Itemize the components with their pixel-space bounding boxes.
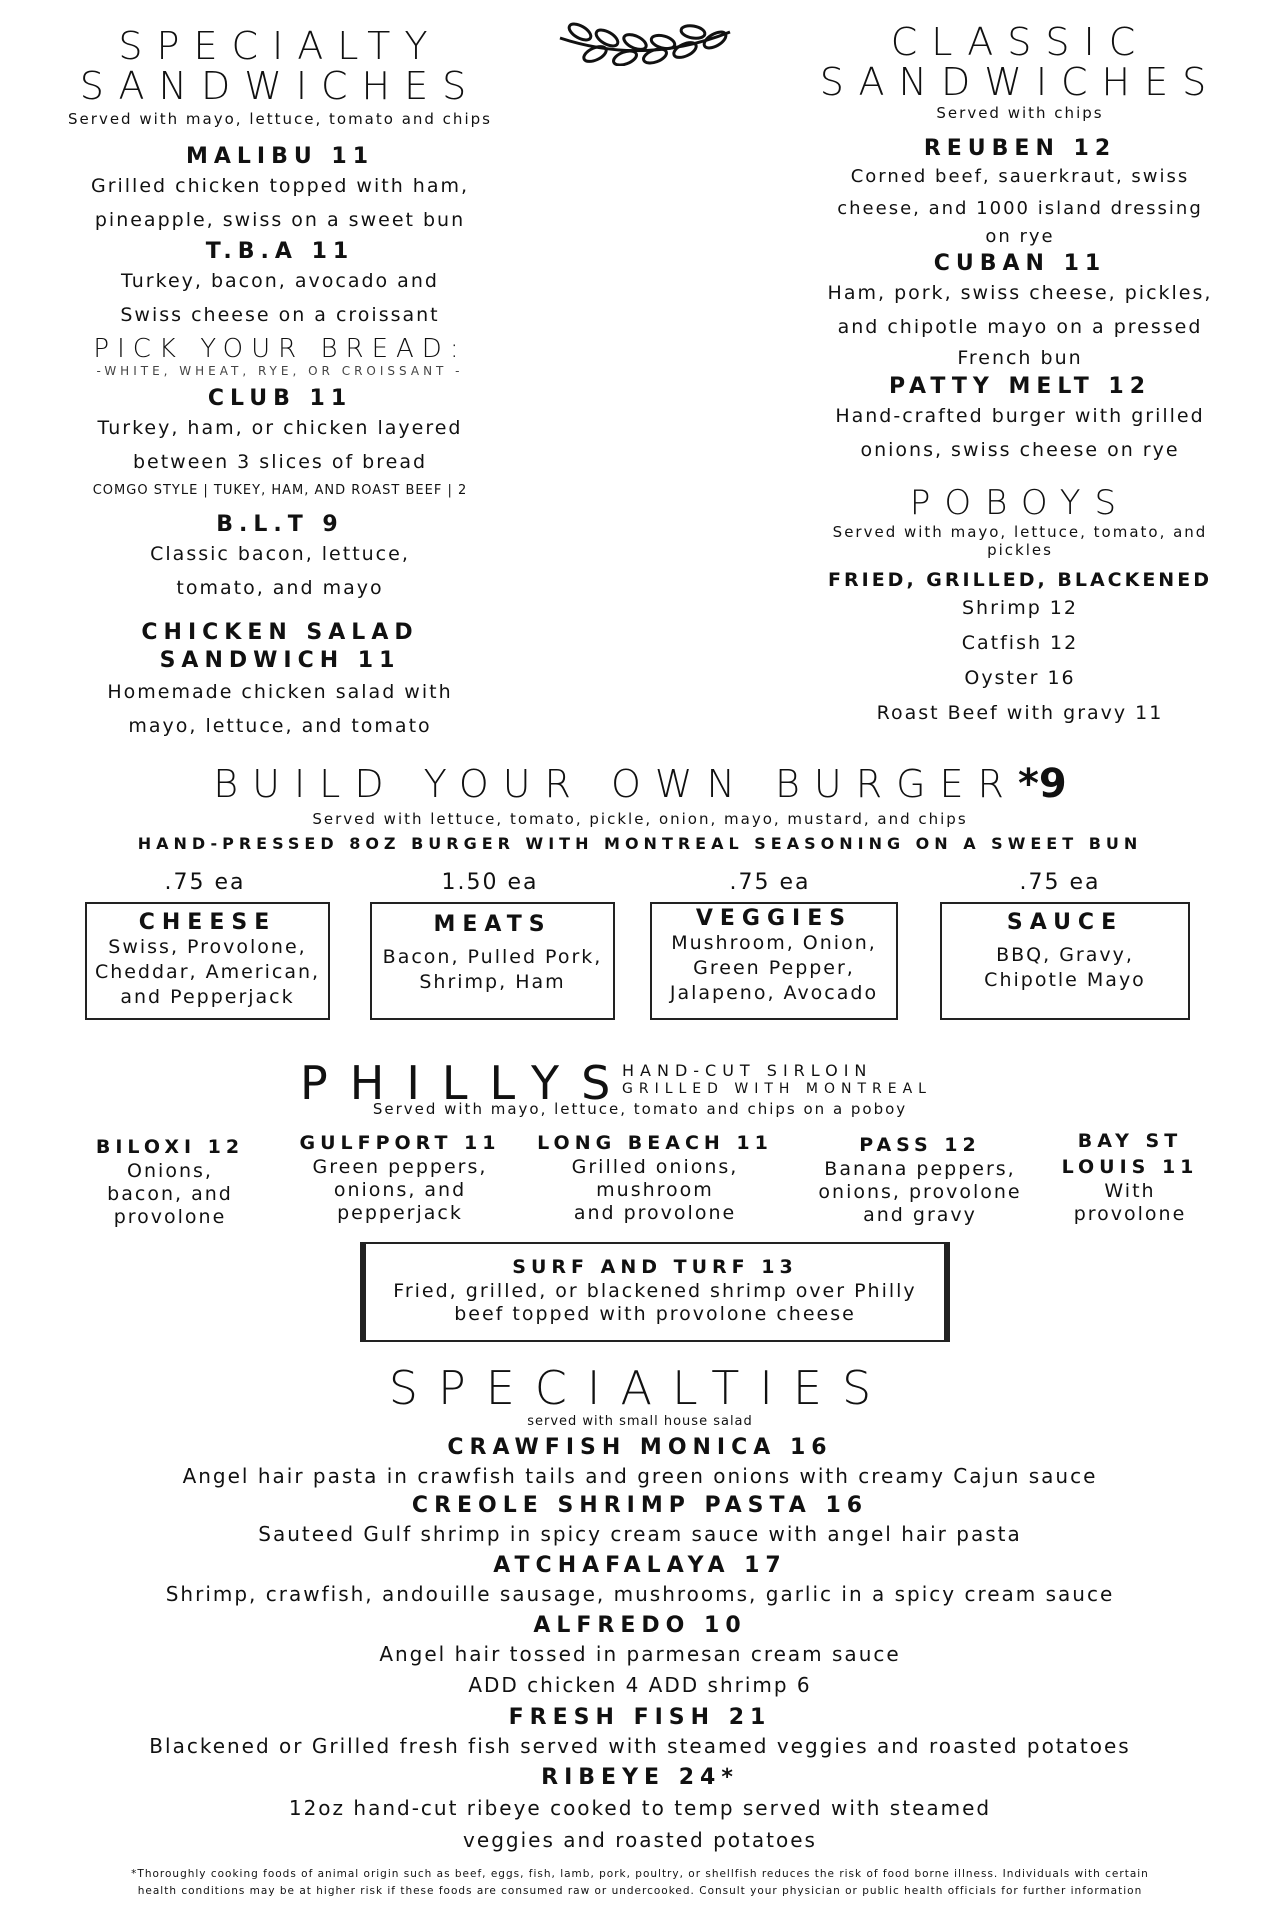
philly-item <box>280 1130 520 1225</box>
philly-item-desc: and gravy <box>863 1204 977 1226</box>
menu-item-desc: Turkey, ham, or chicken layered <box>97 417 463 439</box>
combo-note: COMGO STYLE | TUKEY, HAM, AND ROAST BEEF | 2 <box>92 483 468 498</box>
section-title-line1: SPECIALTY <box>118 24 442 68</box>
surf-and-turf-desc: beef topped with provolone cheese <box>454 1303 856 1325</box>
philly-item-desc: onions, and <box>333 1179 467 1201</box>
addon-name: VEGGIES <box>695 906 853 931</box>
section-title-line2: SANDWICHES <box>79 64 481 108</box>
menu-item-desc: Turkey, bacon, avocado and <box>121 270 439 292</box>
addon-price: 1.50 ea <box>441 870 539 895</box>
philly-item-desc: Banana peppers, <box>824 1158 1016 1180</box>
footer-disclaimer <box>10 1866 1270 1900</box>
addon-line: Chipotle Mayo <box>984 969 1146 991</box>
specialty-desc: Shrimp, crawfish, andouille sausage, mushrooms, garlic in a spicy cream sauce <box>165 1582 1115 1606</box>
philly-item-desc: Grilled onions, <box>571 1156 739 1178</box>
menu-item-desc: pineapple, swiss on a sweet bun <box>94 209 466 231</box>
menu-item-name: CHICKEN SALAD <box>141 620 419 645</box>
addon-box-sauce <box>940 902 1190 1020</box>
footer-line: health conditions may be at higher risk if these foods are consumed raw or undercooked. Consult your physician or public health officials for further information <box>137 1885 1143 1897</box>
specialty-name: FRESH FISH 21 <box>508 1705 772 1730</box>
philly-item-desc: provolone <box>113 1206 227 1228</box>
philly-item-name: BAY ST <box>1077 1130 1183 1152</box>
poboy-item: Shrimp 12 <box>962 597 1078 619</box>
philly-item-name: PASS 12 <box>859 1134 981 1156</box>
philly-subtitle: Served with mayo, lettuce, tomato and chips on a poboy <box>372 1100 908 1118</box>
section-subtitle: Served with mayo, lettuce, tomato and chips <box>68 110 492 128</box>
specialty-desc: ADD chicken 4 ADD shrimp 6 <box>468 1673 812 1697</box>
addon-name: MEATS <box>433 912 552 937</box>
specialties-section <box>0 1362 1280 1856</box>
addon-box-meats <box>370 902 615 1020</box>
menu-item-desc: Grilled chicken topped with ham, <box>90 175 470 197</box>
specialty-desc: Blackened or Grilled fresh fish served with steamed veggies and roasted potatoes <box>149 1734 1131 1758</box>
menu-item-name: CUBAN 11 <box>933 251 1107 276</box>
section-subtitle: Served with chips <box>936 104 1104 122</box>
menu-item-desc: Hand-crafted burger with grilled <box>835 405 1205 427</box>
specialty-desc: veggies and roasted potatoes <box>463 1828 817 1852</box>
addon-price: .75 ea <box>1019 870 1101 895</box>
specialty-sandwiches-section <box>40 26 520 743</box>
specialty-name: CRAWFISH MONICA 16 <box>447 1435 833 1460</box>
menu-item-desc: Homemade chicken salad with <box>107 681 453 703</box>
philly-item-desc: and provolone <box>573 1202 737 1224</box>
menu-item-desc: mayo, lettuce, and tomato <box>128 715 432 737</box>
addon-line: and Pepperjack <box>120 986 295 1008</box>
specialty-desc: 12oz hand-cut ribeye cooked to temp served with steamed <box>288 1796 992 1820</box>
addon-line: Jalapeno, Avocado <box>669 982 879 1004</box>
philly-item-name: LOUIS 11 <box>1061 1156 1199 1178</box>
addon-line: Cheddar, American, <box>94 961 321 983</box>
surf-and-turf-box <box>360 1242 950 1342</box>
menu-item-desc: cheese, and 1000 island dressing <box>837 198 1203 219</box>
addon-line: Green Pepper, <box>693 957 855 979</box>
philly-item-name: BILOXI 12 <box>95 1136 245 1158</box>
addon-line: Shrimp, Ham <box>419 971 566 993</box>
philly-item-name: GULFPORT 11 <box>299 1132 501 1154</box>
philly-item-desc: Green peppers, <box>312 1156 488 1178</box>
menu-item-desc: French bun <box>957 347 1083 369</box>
bread-title: PICK YOUR BREAD: <box>93 334 467 364</box>
philly-item-desc: pepperjack <box>337 1202 463 1224</box>
surf-and-turf-desc: Fried, grilled, or blackened shrimp over Philly <box>393 1280 917 1302</box>
poboy-item: Roast Beef with gravy 11 <box>876 702 1164 724</box>
burger-tagline: HAND-PRESSED 8OZ BURGER WITH MONTREAL SEASONING ON A SWEET BUN <box>137 834 1143 853</box>
menu-item-desc: Corned beef, sauerkraut, swiss <box>850 166 1190 187</box>
specialties-subtitle: served with small house salad <box>527 1414 753 1429</box>
philly-item <box>530 1130 780 1225</box>
surf-and-turf-name: SURF AND TURF 13 <box>512 1256 798 1278</box>
classic-sandwiches-section <box>800 22 1240 731</box>
philly-item <box>800 1132 1040 1227</box>
philly-title-text: PHILLYS <box>300 1056 633 1110</box>
addon-price: .75 ea <box>729 870 811 895</box>
specialty-name: ATCHAFALAYA 17 <box>493 1553 787 1578</box>
menu-item-name: CLUB 11 <box>207 386 353 411</box>
addon-price: .75 ea <box>164 870 246 895</box>
philly-side-note <box>622 1062 1022 1098</box>
menu-item-name: MALIBU 11 <box>185 144 375 169</box>
section-title-line2: SANDWICHES <box>819 60 1221 104</box>
addon-name: CHEESE <box>138 910 277 935</box>
addon-line: Swiss, Provolone, <box>108 936 307 958</box>
laurel-branch-icon <box>555 18 735 66</box>
addon-line: Bacon, Pulled Pork, <box>382 946 603 968</box>
philly-item-desc: bacon, and <box>107 1183 233 1205</box>
poboys-subtitle: Served with mayo, lettuce, tomato, and pickles <box>832 523 1208 559</box>
menu-item-desc: Swiss cheese on a croissant <box>120 304 440 326</box>
specialty-name: CREOLE SHRIMP PASTA 16 <box>411 1493 869 1518</box>
philly-side-line: HAND-CUT SIRLOIN <box>622 1061 873 1080</box>
philly-item-desc: onions, provolone <box>818 1181 1022 1203</box>
menu-item-desc: Ham, pork, swiss cheese, pickles, <box>827 282 1213 304</box>
menu-item-name: PATTY MELT 12 <box>888 374 1152 399</box>
burger-section <box>0 762 1280 853</box>
burger-subtitle: Served with lettuce, tomato, pickle, onion, mayo, mustard, and chips <box>312 810 968 828</box>
addon-name: SAUCE <box>1006 910 1124 935</box>
bread-options: -WHITE, WHEAT, RYE, OR CROISSANT - <box>96 364 464 378</box>
addon-box-veggies <box>650 902 898 1020</box>
menu-item-desc: Classic bacon, lettuce, <box>150 543 410 565</box>
footer-line: *Thoroughly cooking foods of animal origin such as beef, eggs, fish, lamb, pork, poultry, or shellfish reduces the risk of food borne illness. Individuals with certain <box>131 1868 1149 1880</box>
poboy-item: Oyster 16 <box>964 667 1076 689</box>
addon-box-cheese <box>85 902 330 1020</box>
philly-item <box>60 1134 280 1229</box>
burger-title: BUILD YOUR OWN BURGER <box>213 762 1018 806</box>
menu-item-desc: tomato, and mayo <box>176 577 384 599</box>
poboy-item: Catfish 12 <box>961 632 1079 654</box>
burger-price: *9 <box>1017 761 1067 807</box>
philly-item-desc: With <box>1104 1180 1156 1202</box>
specialty-desc: Angel hair pasta in crawfish tails and green onions with creamy Cajun sauce <box>182 1464 1098 1488</box>
addon-line: Mushroom, Onion, <box>671 932 877 954</box>
philly-item-name: LONG BEACH 11 <box>537 1132 773 1154</box>
menu-item-desc: onions, swiss cheese on rye <box>860 439 1180 461</box>
menu-item-desc: on rye <box>985 226 1055 247</box>
specialty-name: RIBEYE 24* <box>541 1765 739 1790</box>
philly-side-line: GRILLED WITH MONTREAL <box>622 1081 932 1097</box>
philly-item-desc: mushroom <box>596 1179 714 1201</box>
section-title-line1: CLASSIC <box>890 20 1150 64</box>
menu-item-name: T.B.A 11 <box>205 239 355 264</box>
specialty-name: ALFREDO 10 <box>533 1613 747 1638</box>
specialty-desc: Angel hair tossed in parmesan cream sauce <box>379 1642 901 1666</box>
addon-line: BBQ, Gravy, <box>996 944 1134 966</box>
poboys-title: POBOYS <box>909 483 1131 523</box>
philly-item <box>1040 1128 1220 1226</box>
menu-item-name: SANDWICH 11 <box>159 648 401 673</box>
specialties-title: SPECIALTIES <box>388 1361 892 1415</box>
menu-item-name: REUBEN 12 <box>923 136 1117 161</box>
menu-item-name: B.L.T 9 <box>216 512 344 537</box>
menu-item-desc: between 3 slices of bread <box>132 451 428 473</box>
poboys-styles: FRIED, GRILLED, BLACKENED <box>828 569 1212 591</box>
menu-item-desc: and chipotle mayo on a pressed <box>837 316 1203 338</box>
philly-item-desc: Onions, <box>127 1160 213 1182</box>
philly-item-desc: provolone <box>1073 1203 1187 1225</box>
specialty-desc: Sauteed Gulf shrimp in spicy cream sauce with angel hair pasta <box>258 1522 1022 1546</box>
